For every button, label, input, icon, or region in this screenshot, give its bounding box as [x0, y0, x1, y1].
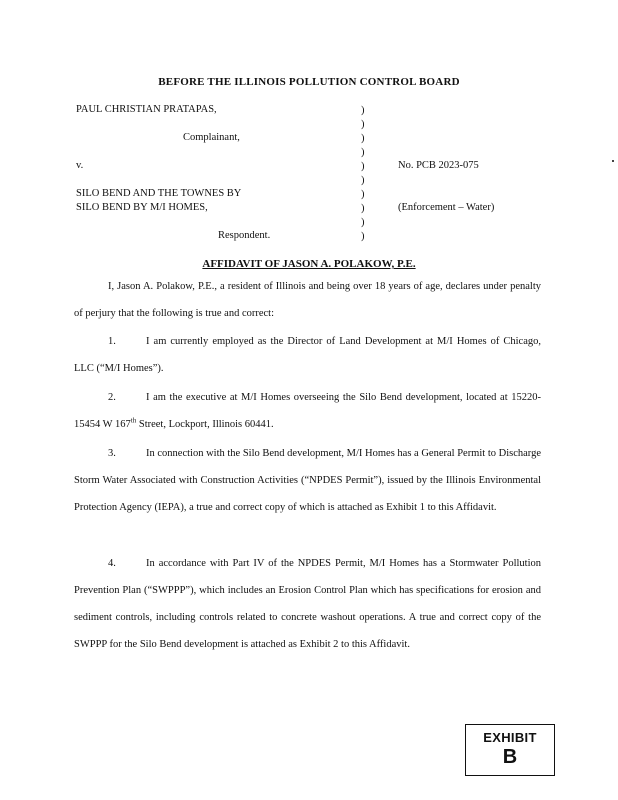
paragraph-number: 2. — [108, 392, 116, 403]
complainant-role: Complainant, — [183, 132, 240, 143]
affidavit-title: AFFIDAVIT OF JASON A. POLAKOW, P.E. — [202, 258, 416, 270]
paragraph-text: In accordance with Part IV of the NPDES Permit, M/I Homes has a Stormwater Pollution Prevention Plan (“SWPPP”), which includes an Erosion Control Plan which has specifications for erosion and sediment controls, including controls related to concrete washout operations. A true and correct copy of the SWPPP for the Silo Bend development is attached as Exhibit 2 to this Affidavit. — [74, 558, 541, 650]
case-number: No. PCB 2023-075 — [398, 160, 479, 171]
paren: ) — [361, 133, 365, 144]
paragraph-number: 4. — [108, 558, 116, 569]
paren: ) — [361, 203, 365, 214]
paren: ) — [361, 105, 365, 116]
exhibit-stamp — [465, 724, 555, 776]
respondent-role: Respondent. — [218, 230, 271, 241]
board-title: BEFORE THE ILLINOIS POLLUTION CONTROL BOARD — [158, 76, 460, 88]
complainant-name: PAUL CHRISTIAN PRATAPAS, — [76, 104, 217, 115]
paragraph-4 — [74, 550, 541, 658]
paren: ) — [361, 175, 365, 186]
paren: ) — [361, 217, 365, 228]
case-caption — [0, 0, 618, 250]
caption-parentheses — [361, 104, 365, 244]
paragraph-3 — [74, 440, 541, 521]
versus: v. — [76, 160, 84, 171]
exhibit-label: EXHIBIT — [483, 730, 537, 745]
paragraph-text: I am the executive at M/I Homes overseeing the Silo Bend development, located at 15220-15454 W 167 — [74, 392, 541, 430]
respondent-line-1: SILO BEND AND THE TOWNES BY — [76, 188, 242, 199]
exhibit-letter: B — [502, 746, 518, 768]
ordinal-suffix: th — [130, 416, 137, 425]
scan-speck — [612, 160, 614, 162]
paragraph-text: In connection with the Silo Bend development, M/I Homes has a General Permit to Discharge Storm Water Associated with Construction Activities (“NPDES Permit”), issued by the Illinois Environmental Protection Agency (IEPA), a true and correct copy of which is attached as Exhibit 1 to this Affidavit. — [74, 448, 541, 513]
respondent-line-2: SILO BEND BY M/I HOMES, — [76, 202, 208, 213]
paren: ) — [361, 147, 365, 158]
paragraph-text: I am currently employed as the Director of Land Development at M/I Homes of Chicago, LLC (“M/I Homes”). — [74, 336, 541, 374]
paragraph-number: 3. — [108, 448, 116, 459]
case-type: (Enforcement – Water) — [398, 202, 495, 213]
paragraph-2 — [74, 384, 541, 438]
paren: ) — [361, 119, 365, 130]
paragraph-number: 1. — [108, 336, 116, 347]
intro-paragraph: I, Jason A. Polakow, P.E., a resident of Illinois and being over 18 years of age, declares under penalty of perjury that the following is true and correct: — [74, 281, 541, 319]
paragraph-1 — [74, 328, 541, 382]
paragraph-text-cont: Street, Lockport, Illinois 60441. — [136, 419, 274, 430]
paren: ) — [361, 189, 365, 200]
paren: ) — [361, 161, 365, 172]
paren: ) — [361, 231, 365, 242]
